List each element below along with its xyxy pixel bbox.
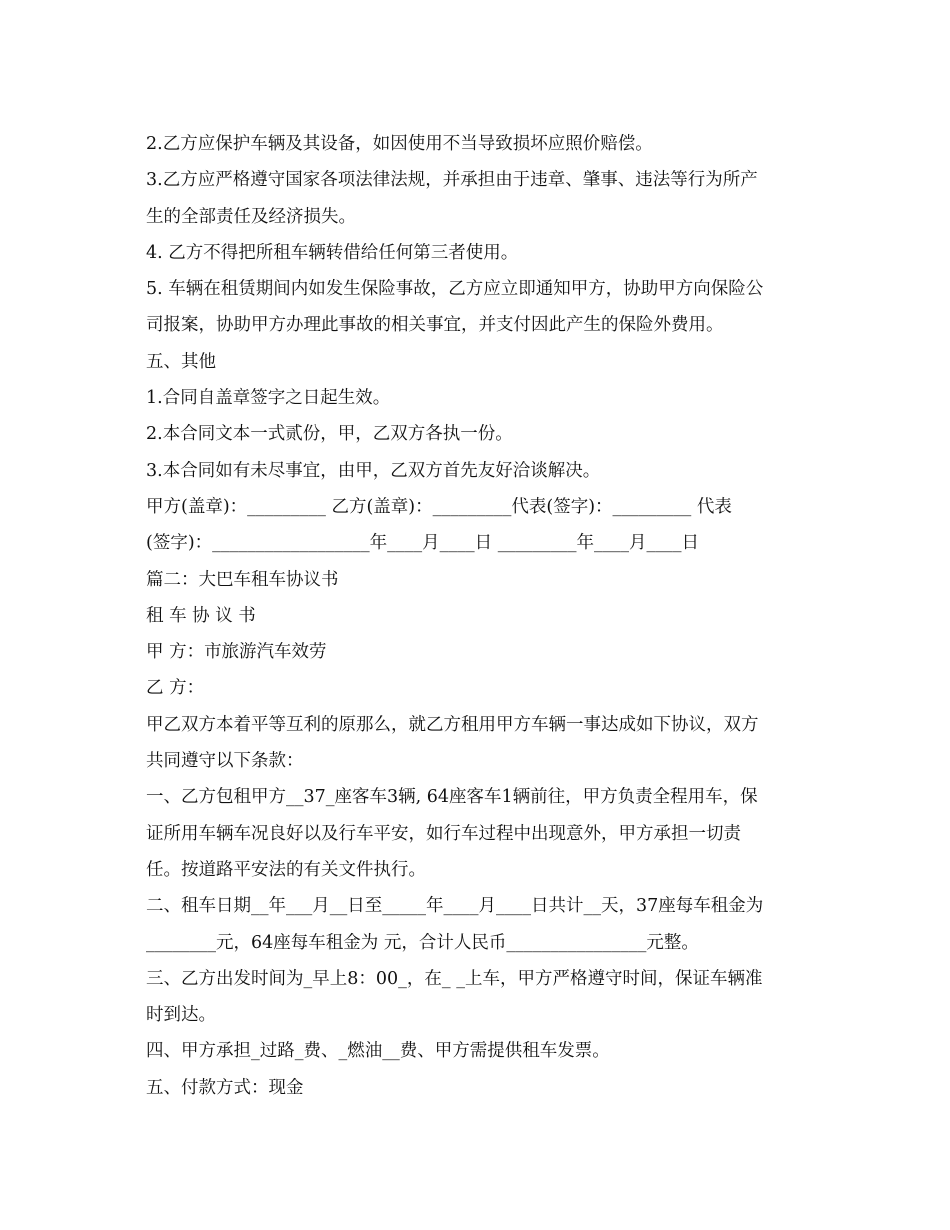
text-line: 四、甲方承担_过路_费、_燃油__费、甲方需提供租车发票。 [146, 1041, 610, 1062]
signature-line: (签字)：__________________年____月____日 _________年____月____日 [146, 533, 699, 554]
text-line: 任。按道路平安法的有关文件执行。 [146, 859, 426, 880]
text-line: 一、乙方包租甲方__37_座客车3辆, 64座客车1辆前往，甲方负责全程用车，保 [146, 787, 758, 808]
text-line: 证所用车辆车况良好以及行车平安，如行车过程中出现意外，甲方承担一切责 [146, 823, 741, 844]
text-line: 共同遵守以下条款： [146, 751, 304, 772]
text-line: 司报案，协助甲方办理此事故的相关事宜，并支付因此产生的保险外费用。 [146, 315, 724, 336]
text-line: 三、乙方出发时间为_早上8：00_，在_ _上车，甲方严格遵守时间，保证车辆准 [146, 968, 763, 989]
signature-line: 甲方(盖章)：_________ 乙方(盖章)：_________代表(签字)：_________ 代表 [146, 496, 732, 517]
text-line: 1.合同自盖章签字之日起生效。 [146, 388, 391, 409]
text-line: 五、付款方式：现金 [146, 1077, 304, 1098]
party-b-line: 乙 方： [146, 678, 205, 699]
section-heading: 五、其他 [146, 351, 216, 372]
chapter-heading: 篇二：大巴车租车协议书 [146, 569, 339, 590]
document-body [146, 126, 816, 1106]
document-title: 租 车 协 议 书 [146, 605, 256, 626]
text-line: 时到达。 [146, 1005, 216, 1026]
party-a-line: 甲 方：市旅游汽车效劳 [146, 642, 327, 663]
text-line: 生的全部责任及经济损失。 [146, 206, 356, 227]
text-line: 2.乙方应保护车辆及其设备，如因使用不当导致损坏应照价赔偿。 [146, 134, 653, 154]
text-line: 2.本合同文本一式贰份，甲，乙双方各执一份。 [146, 424, 513, 445]
text-line: 4. 乙方不得把所租车辆转借给任何第三者使用。 [146, 242, 519, 263]
text-line: 3.本合同如有未尽事宜，由甲，乙双方首先友好洽谈解决。 [146, 460, 601, 481]
text-line: 甲乙双方本着平等互利的原那么，就乙方租用甲方车辆一事达成如下协议，双方 [146, 714, 759, 735]
text-line: 3.乙方应严格遵守国家各项法律法规，并承担由于违章、肇事、违法等行为所产 [146, 170, 758, 191]
text-line: ________元，64座每车租金为 元，合计人民币________________元整。 [146, 932, 699, 953]
text-line: 二、租车日期__年___月__日至_____年____月____日共计__天，37座每车租金为 [146, 896, 764, 917]
text-line: 5. 车辆在租赁期间内如发生保险事故，乙方应立即通知甲方，协助甲方向保险公 [146, 279, 764, 300]
